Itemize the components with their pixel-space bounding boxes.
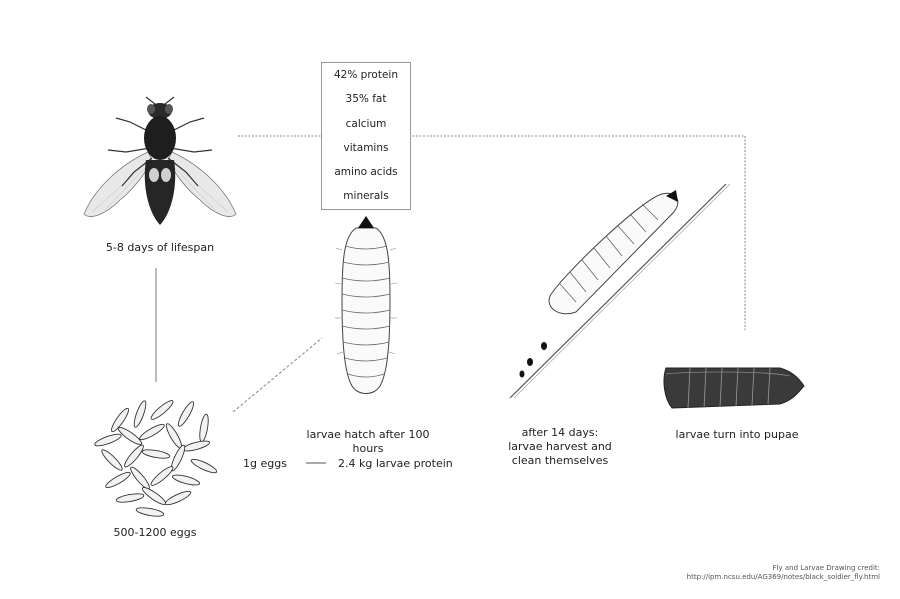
connector-lines: [156, 136, 745, 463]
nutrition-item-minerals: minerals: [343, 190, 389, 203]
eggs-illustration: [94, 398, 219, 518]
conversion-input-label: 1g eggs: [243, 457, 287, 470]
nutrition-item-calcium: calcium: [345, 117, 387, 130]
harvest-label-line-2: larvae harvest and: [508, 440, 612, 453]
harvest-label-line-1: after 14 days:: [521, 426, 599, 439]
harvest-larva-illustration: [510, 184, 730, 398]
eggs-count-label: 500-1200 eggs: [113, 526, 197, 539]
fly-lifespan-label: 5-8 days of lifespan: [105, 241, 215, 254]
hatch-label: larvae hatch after 100 hours: [306, 428, 430, 455]
credit-line-2: http://ipm.ncsu.edu/AG369/notes/black_soldier_fly.html: [686, 573, 880, 581]
nutrition-item-amino-acids: amino acids: [334, 166, 398, 179]
image-credit: [640, 564, 880, 582]
conversion-output-label: 2.4 kg larvae protein: [338, 457, 453, 470]
nutrition-item-vitamins: vitamins: [343, 141, 389, 154]
harvest-label-line-3: clean themselves: [511, 454, 609, 467]
harvest-label: [500, 426, 620, 468]
ramp-line: [510, 184, 726, 398]
larva-illustration: [335, 216, 397, 394]
nutrition-item-fat: 35% fat: [345, 93, 387, 106]
nutrition-box: [321, 62, 411, 210]
eggs-to-larva-line: [233, 338, 322, 412]
pupae-label: larvae turn into pupae: [675, 428, 799, 441]
nutrition-item-protein: 42% protein: [334, 69, 398, 81]
credit-line-1: Fly and Larvae Drawing credit:: [772, 564, 880, 572]
pupa-illustration: [664, 368, 804, 408]
adult-fly-illustration: [84, 97, 236, 225]
